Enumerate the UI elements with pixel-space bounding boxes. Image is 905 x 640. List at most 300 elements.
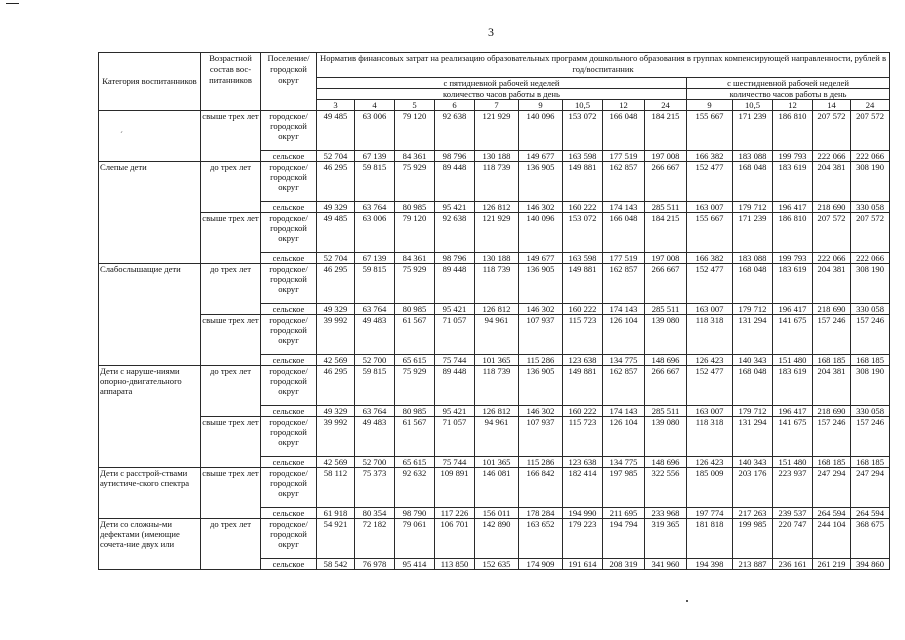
row-value: 61 567 bbox=[395, 417, 435, 457]
row-value: 115 723 bbox=[563, 315, 603, 355]
row-value: 308 190 bbox=[851, 264, 890, 304]
row-value: 71 057 bbox=[435, 417, 475, 457]
header-hours-col: 4 bbox=[355, 100, 395, 111]
header-hours-col: 10,5 bbox=[563, 100, 603, 111]
row-value: 218 690 bbox=[813, 304, 851, 315]
row-category: Дети с наруше-ниями опорно-двигательного аппарата bbox=[99, 366, 201, 468]
row-value: 95 421 bbox=[435, 202, 475, 213]
row-value: 115 286 bbox=[519, 355, 563, 366]
row-value: 171 239 bbox=[733, 111, 773, 151]
header-category: Категория воспитанников bbox=[99, 53, 201, 111]
row-value: 80 985 bbox=[395, 406, 435, 417]
row-value: 42 569 bbox=[317, 355, 355, 366]
table-row bbox=[99, 315, 890, 355]
row-value: 153 072 bbox=[563, 111, 603, 151]
row-value: 149 881 bbox=[563, 264, 603, 304]
row-value: 264 594 bbox=[813, 508, 851, 519]
row-value: 186 810 bbox=[773, 213, 813, 253]
row-value: 151 480 bbox=[773, 457, 813, 468]
row-value: 247 294 bbox=[813, 468, 851, 508]
row-value: 166 842 bbox=[519, 468, 563, 508]
row-value: 174 143 bbox=[603, 304, 645, 315]
row-value: 220 747 bbox=[773, 519, 813, 559]
row-settlement: сельское bbox=[261, 304, 317, 315]
row-value: 140 343 bbox=[733, 355, 773, 366]
row-value: 107 937 bbox=[519, 315, 563, 355]
row-value: 174 143 bbox=[603, 202, 645, 213]
row-value: 211 695 bbox=[603, 508, 645, 519]
row-value: 152 477 bbox=[687, 366, 733, 406]
row-value: 146 302 bbox=[519, 304, 563, 315]
row-value: 182 414 bbox=[563, 468, 603, 508]
row-settlement: городское/ городской округ bbox=[261, 519, 317, 559]
row-value: 166 048 bbox=[603, 213, 645, 253]
row-value: 156 011 bbox=[475, 508, 519, 519]
table-row bbox=[99, 264, 890, 304]
row-value: 204 381 bbox=[813, 264, 851, 304]
row-value: 118 318 bbox=[687, 417, 733, 457]
row-value: 330 058 bbox=[851, 202, 890, 213]
row-value: 152 477 bbox=[687, 264, 733, 304]
row-settlement: сельское bbox=[261, 406, 317, 417]
row-value: 163 598 bbox=[563, 151, 603, 162]
row-value: 184 215 bbox=[645, 213, 687, 253]
header-age: Возрастной состав вос-питанников bbox=[201, 53, 261, 111]
row-value: 113 850 bbox=[435, 559, 475, 570]
row-value: 163 007 bbox=[687, 304, 733, 315]
row-value: 98 790 bbox=[395, 508, 435, 519]
row-value: 222 066 bbox=[851, 253, 890, 264]
row-value: 218 690 bbox=[813, 406, 851, 417]
row-value: 75 744 bbox=[435, 457, 475, 468]
row-value: 49 329 bbox=[317, 202, 355, 213]
row-value: 52 700 bbox=[355, 457, 395, 468]
row-settlement: сельское bbox=[261, 355, 317, 366]
row-settlement: сельское bbox=[261, 253, 317, 264]
row-value: 285 511 bbox=[645, 202, 687, 213]
row-value: 163 652 bbox=[519, 519, 563, 559]
row-value: 163 007 bbox=[687, 202, 733, 213]
row-value: 285 511 bbox=[645, 304, 687, 315]
row-value: 308 190 bbox=[851, 366, 890, 406]
row-value: 136 905 bbox=[519, 162, 563, 202]
row-value: 319 365 bbox=[645, 519, 687, 559]
row-value: 89 448 bbox=[435, 366, 475, 406]
row-value: 84 361 bbox=[395, 151, 435, 162]
row-value: 49 329 bbox=[317, 304, 355, 315]
row-settlement: сельское bbox=[261, 202, 317, 213]
row-value: 183 619 bbox=[773, 264, 813, 304]
row-value: 58 542 bbox=[317, 559, 355, 570]
row-value: 394 860 bbox=[851, 559, 890, 570]
header-hours-col: 6 bbox=[435, 100, 475, 111]
row-value: 52 700 bbox=[355, 355, 395, 366]
row-value: 197 008 bbox=[645, 151, 687, 162]
row-value: 126 423 bbox=[687, 355, 733, 366]
row-value: 67 139 bbox=[355, 253, 395, 264]
row-value: 131 294 bbox=[733, 417, 773, 457]
row-value: 80 354 bbox=[355, 508, 395, 519]
row-value: 118 318 bbox=[687, 315, 733, 355]
row-value: 59 815 bbox=[355, 264, 395, 304]
financing-norms-table bbox=[98, 52, 890, 570]
row-value: 261 219 bbox=[813, 559, 851, 570]
row-value: 163 007 bbox=[687, 406, 733, 417]
row-value: 141 675 bbox=[773, 417, 813, 457]
row-value: 233 968 bbox=[645, 508, 687, 519]
row-value: 199 793 bbox=[773, 253, 813, 264]
row-value: 75 929 bbox=[395, 366, 435, 406]
row-value: 157 246 bbox=[813, 417, 851, 457]
row-value: 191 614 bbox=[563, 559, 603, 570]
row-value: 308 190 bbox=[851, 162, 890, 202]
row-value: 54 921 bbox=[317, 519, 355, 559]
row-category: Дети со сложны-ми дефектами (имеющие сочета-ние двух или bbox=[99, 519, 201, 570]
row-settlement: городское/ городской округ bbox=[261, 468, 317, 508]
row-value: 239 537 bbox=[773, 508, 813, 519]
row-value: 95 414 bbox=[395, 559, 435, 570]
scan-dot bbox=[686, 600, 688, 602]
row-value: 80 985 bbox=[395, 202, 435, 213]
row-value: 178 284 bbox=[519, 508, 563, 519]
row-value: 63 006 bbox=[355, 111, 395, 151]
row-value: 155 667 bbox=[687, 213, 733, 253]
row-value: 118 739 bbox=[475, 264, 519, 304]
row-value: 181 818 bbox=[687, 519, 733, 559]
row-value: 168 048 bbox=[733, 366, 773, 406]
header-five-day: с пятидневной рабочей неделей bbox=[317, 78, 687, 89]
row-age: до трех лет bbox=[201, 519, 261, 570]
row-value: 222 066 bbox=[813, 253, 851, 264]
row-age: до трех лет bbox=[201, 162, 261, 213]
row-value: 199 793 bbox=[773, 151, 813, 162]
row-value: 49 483 bbox=[355, 417, 395, 457]
table-row bbox=[99, 366, 890, 406]
row-value: 65 615 bbox=[395, 355, 435, 366]
row-value: 183 619 bbox=[773, 366, 813, 406]
row-value: 80 985 bbox=[395, 304, 435, 315]
row-value: 92 638 bbox=[435, 213, 475, 253]
row-value: 106 701 bbox=[435, 519, 475, 559]
row-value: 126 104 bbox=[603, 417, 645, 457]
row-value: 160 222 bbox=[563, 304, 603, 315]
header-hours-col: 9 bbox=[519, 100, 563, 111]
row-value: 79 120 bbox=[395, 213, 435, 253]
row-value: 177 519 bbox=[603, 253, 645, 264]
row-value: 194 794 bbox=[603, 519, 645, 559]
row-age: до трех лет bbox=[201, 366, 261, 417]
row-value: 146 302 bbox=[519, 202, 563, 213]
row-value: 166 048 bbox=[603, 111, 645, 151]
row-value: 52 704 bbox=[317, 151, 355, 162]
row-value: 79 120 bbox=[395, 111, 435, 151]
header-hours-col: 7 bbox=[475, 100, 519, 111]
row-value: 168 185 bbox=[813, 457, 851, 468]
row-value: 98 796 bbox=[435, 253, 475, 264]
row-value: 149 881 bbox=[563, 366, 603, 406]
row-value: 75 373 bbox=[355, 468, 395, 508]
row-value: 196 417 bbox=[773, 304, 813, 315]
row-value: 126 104 bbox=[603, 315, 645, 355]
row-value: 203 176 bbox=[733, 468, 773, 508]
row-value: 166 382 bbox=[687, 151, 733, 162]
header-hours-five: количество часов работы в день bbox=[317, 89, 687, 100]
row-value: 101 365 bbox=[475, 457, 519, 468]
row-value: 61 918 bbox=[317, 508, 355, 519]
row-settlement: сельское bbox=[261, 508, 317, 519]
row-value: 179 712 bbox=[733, 304, 773, 315]
row-value: 157 246 bbox=[851, 315, 890, 355]
row-value: 204 381 bbox=[813, 162, 851, 202]
row-age: свыше трех лет bbox=[201, 468, 261, 519]
row-value: 49 485 bbox=[317, 111, 355, 151]
row-value: 184 215 bbox=[645, 111, 687, 151]
header-hours-col: 14 bbox=[813, 100, 851, 111]
row-settlement: сельское bbox=[261, 457, 317, 468]
row-value: 266 667 bbox=[645, 366, 687, 406]
row-value: 186 810 bbox=[773, 111, 813, 151]
header-hours-col: 24 bbox=[645, 100, 687, 111]
header-settlement: Поселение/ городской округ bbox=[261, 53, 317, 111]
row-value: 217 263 bbox=[733, 508, 773, 519]
row-value: 185 009 bbox=[687, 468, 733, 508]
row-value: 121 929 bbox=[475, 111, 519, 151]
row-age: свыше трех лет bbox=[201, 111, 261, 162]
row-value: 330 058 bbox=[851, 304, 890, 315]
row-value: 168 185 bbox=[851, 457, 890, 468]
table-row bbox=[99, 519, 890, 559]
row-value: 222 066 bbox=[813, 151, 851, 162]
row-value: 222 066 bbox=[851, 151, 890, 162]
row-value: 177 519 bbox=[603, 151, 645, 162]
row-value: 52 704 bbox=[317, 253, 355, 264]
row-value: 183 619 bbox=[773, 162, 813, 202]
row-value: 63 764 bbox=[355, 406, 395, 417]
row-value: 49 483 bbox=[355, 315, 395, 355]
row-value: 101 365 bbox=[475, 355, 519, 366]
row-value: 207 572 bbox=[851, 213, 890, 253]
row-value: 123 638 bbox=[563, 355, 603, 366]
table-row bbox=[99, 417, 890, 457]
row-value: 126 812 bbox=[475, 406, 519, 417]
row-value: 149 881 bbox=[563, 162, 603, 202]
row-value: 63 006 bbox=[355, 213, 395, 253]
row-value: 61 567 bbox=[395, 315, 435, 355]
header-hours-col: 9 bbox=[687, 100, 733, 111]
row-value: 148 696 bbox=[645, 457, 687, 468]
row-age: свыше трех лет bbox=[201, 213, 261, 264]
row-settlement: городское/ городской округ bbox=[261, 111, 317, 151]
row-value: 197 008 bbox=[645, 253, 687, 264]
row-value: 84 361 bbox=[395, 253, 435, 264]
row-value: 157 246 bbox=[851, 417, 890, 457]
header-six-day: с шестидневной рабочей неделей bbox=[687, 78, 890, 89]
row-value: 168 048 bbox=[733, 162, 773, 202]
row-value: 115 286 bbox=[519, 457, 563, 468]
row-value: 213 887 bbox=[733, 559, 773, 570]
row-value: 63 764 bbox=[355, 202, 395, 213]
row-value: 171 239 bbox=[733, 213, 773, 253]
row-value: 149 677 bbox=[519, 253, 563, 264]
header-hours-col: 3 bbox=[317, 100, 355, 111]
row-value: 208 319 bbox=[603, 559, 645, 570]
row-value: 264 594 bbox=[851, 508, 890, 519]
row-value: 146 081 bbox=[475, 468, 519, 508]
row-value: 142 890 bbox=[475, 519, 519, 559]
row-value: 140 096 bbox=[519, 213, 563, 253]
row-value: 168 185 bbox=[851, 355, 890, 366]
row-value: 204 381 bbox=[813, 366, 851, 406]
row-settlement: сельское bbox=[261, 559, 317, 570]
row-value: 197 985 bbox=[603, 468, 645, 508]
row-value: 79 061 bbox=[395, 519, 435, 559]
row-value: 75 929 bbox=[395, 264, 435, 304]
row-settlement: городское/ городской округ bbox=[261, 417, 317, 457]
row-value: 196 417 bbox=[773, 406, 813, 417]
row-value: 168 048 bbox=[733, 264, 773, 304]
row-value: 92 638 bbox=[435, 111, 475, 151]
row-value: 179 223 bbox=[563, 519, 603, 559]
row-value: 151 480 bbox=[773, 355, 813, 366]
row-value: 71 057 bbox=[435, 315, 475, 355]
row-value: 162 857 bbox=[603, 366, 645, 406]
row-value: 65 615 bbox=[395, 457, 435, 468]
row-value: 89 448 bbox=[435, 162, 475, 202]
row-value: 153 072 bbox=[563, 213, 603, 253]
row-value: 152 477 bbox=[687, 162, 733, 202]
row-value: 63 764 bbox=[355, 304, 395, 315]
row-value: 199 985 bbox=[733, 519, 773, 559]
row-value: 148 696 bbox=[645, 355, 687, 366]
header-hours-col: 12 bbox=[773, 100, 813, 111]
row-value: 146 302 bbox=[519, 406, 563, 417]
row-value: 163 598 bbox=[563, 253, 603, 264]
row-value: 76 978 bbox=[355, 559, 395, 570]
header-title: Норматив финансовых затрат на реализацию образовательных программ дошкольного образования в группах компенсирующей направленности, рублей в год/воспитанник bbox=[317, 53, 890, 78]
row-value: 266 667 bbox=[645, 264, 687, 304]
row-value: 160 222 bbox=[563, 202, 603, 213]
row-value: 149 677 bbox=[519, 151, 563, 162]
row-value: 72 182 bbox=[355, 519, 395, 559]
row-settlement: городское/ городской округ bbox=[261, 366, 317, 406]
row-age: до трех лет bbox=[201, 264, 261, 315]
row-value: 162 857 bbox=[603, 264, 645, 304]
row-value: 130 188 bbox=[475, 253, 519, 264]
row-value: 218 690 bbox=[813, 202, 851, 213]
table-row bbox=[99, 162, 890, 202]
row-value: 183 088 bbox=[733, 151, 773, 162]
row-value: 136 905 bbox=[519, 366, 563, 406]
row-age: свыше трех лет bbox=[201, 417, 261, 468]
row-value: 134 775 bbox=[603, 355, 645, 366]
row-value: 196 417 bbox=[773, 202, 813, 213]
row-settlement: городское/ городской округ bbox=[261, 213, 317, 253]
row-value: 266 667 bbox=[645, 162, 687, 202]
row-value: 115 723 bbox=[563, 417, 603, 457]
row-value: 131 294 bbox=[733, 315, 773, 355]
row-value: 166 382 bbox=[687, 253, 733, 264]
header-hours-six: количество часов работы в день bbox=[687, 89, 890, 100]
row-value: 75 744 bbox=[435, 355, 475, 366]
row-value: 236 161 bbox=[773, 559, 813, 570]
row-value: 118 739 bbox=[475, 366, 519, 406]
row-value: 140 343 bbox=[733, 457, 773, 468]
scan-mark: ´ bbox=[120, 130, 123, 140]
row-value: 123 638 bbox=[563, 457, 603, 468]
header-hours-col: 12 bbox=[603, 100, 645, 111]
row-value: 121 929 bbox=[475, 213, 519, 253]
row-value: 89 448 bbox=[435, 264, 475, 304]
row-age: свыше трех лет bbox=[201, 315, 261, 366]
row-value: 118 739 bbox=[475, 162, 519, 202]
row-settlement: городское/ городской округ bbox=[261, 315, 317, 355]
row-value: 223 937 bbox=[773, 468, 813, 508]
row-settlement: городское/ городской округ bbox=[261, 264, 317, 304]
header-hours-col: 24 bbox=[851, 100, 890, 111]
row-value: 179 712 bbox=[733, 406, 773, 417]
row-value: 207 572 bbox=[813, 213, 851, 253]
row-value: 107 937 bbox=[519, 417, 563, 457]
row-value: 49 329 bbox=[317, 406, 355, 417]
row-value: 160 222 bbox=[563, 406, 603, 417]
row-value: 39 992 bbox=[317, 315, 355, 355]
row-value: 46 295 bbox=[317, 162, 355, 202]
row-value: 46 295 bbox=[317, 264, 355, 304]
row-value: 39 992 bbox=[317, 417, 355, 457]
row-value: 42 569 bbox=[317, 457, 355, 468]
row-value: 75 929 bbox=[395, 162, 435, 202]
row-value: 94 961 bbox=[475, 315, 519, 355]
row-value: 183 088 bbox=[733, 253, 773, 264]
row-value: 139 080 bbox=[645, 417, 687, 457]
row-value: 194 398 bbox=[687, 559, 733, 570]
row-value: 98 796 bbox=[435, 151, 475, 162]
row-value: 67 139 bbox=[355, 151, 395, 162]
row-category bbox=[99, 111, 201, 162]
table-row bbox=[99, 213, 890, 253]
row-value: 136 905 bbox=[519, 264, 563, 304]
row-value: 285 511 bbox=[645, 406, 687, 417]
row-value: 207 572 bbox=[851, 111, 890, 151]
row-value: 46 295 bbox=[317, 366, 355, 406]
table-row bbox=[99, 111, 890, 151]
row-value: 134 775 bbox=[603, 457, 645, 468]
row-value: 117 226 bbox=[435, 508, 475, 519]
row-value: 155 667 bbox=[687, 111, 733, 151]
row-settlement: сельское bbox=[261, 151, 317, 162]
row-value: 130 188 bbox=[475, 151, 519, 162]
row-value: 207 572 bbox=[813, 111, 851, 151]
row-value: 94 961 bbox=[475, 417, 519, 457]
row-value: 194 990 bbox=[563, 508, 603, 519]
row-value: 162 857 bbox=[603, 162, 645, 202]
table-row bbox=[99, 468, 890, 508]
row-value: 59 815 bbox=[355, 366, 395, 406]
row-value: 141 675 bbox=[773, 315, 813, 355]
row-value: 174 143 bbox=[603, 406, 645, 417]
page-number: 3 bbox=[488, 25, 494, 39]
row-category: Дети с расстрой-ствами аутистиче-ского спектра bbox=[99, 468, 201, 519]
row-settlement: городское/ городской округ bbox=[261, 162, 317, 202]
row-value: 197 774 bbox=[687, 508, 733, 519]
row-value: 58 112 bbox=[317, 468, 355, 508]
header-hours-col: 10,5 bbox=[733, 100, 773, 111]
header-hours-col: 5 bbox=[395, 100, 435, 111]
header-dash bbox=[6, 3, 19, 4]
row-value: 157 246 bbox=[813, 315, 851, 355]
row-value: 174 909 bbox=[519, 559, 563, 570]
row-value: 140 096 bbox=[519, 111, 563, 151]
